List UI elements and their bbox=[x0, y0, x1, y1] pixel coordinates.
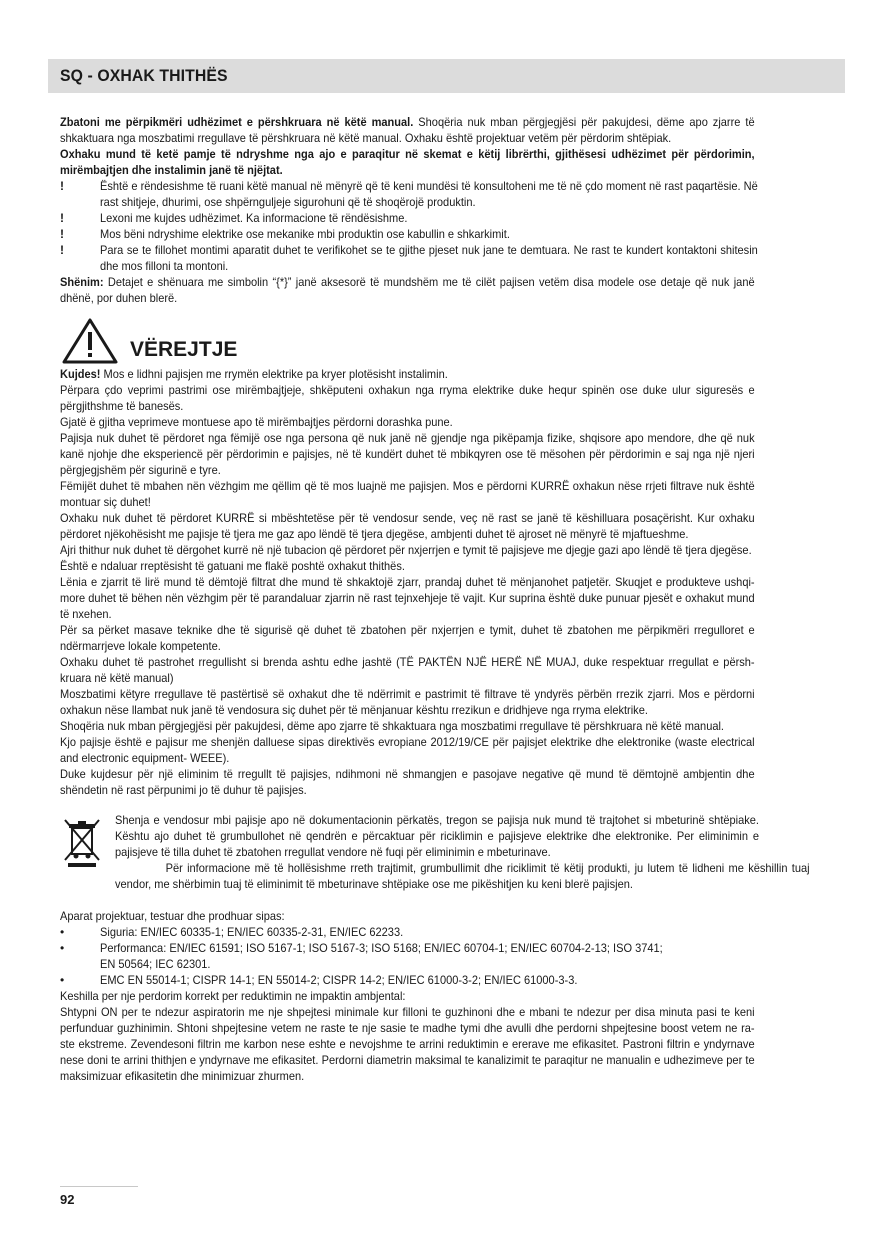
weee-section bbox=[60, 812, 815, 892]
section-header-bar bbox=[48, 59, 845, 93]
warning-header bbox=[60, 316, 815, 366]
note-label: Shënim: bbox=[60, 275, 104, 289]
warning-triangle-icon bbox=[60, 316, 120, 366]
bullet-icon: • bbox=[60, 941, 65, 955]
bullet-icon: • bbox=[60, 973, 65, 987]
bang-item: ! Mos bëni ndryshime elektrike ose mekanike mbi produktin ose kabullin e shkarkimit. bbox=[60, 227, 510, 241]
warning-paragraph: Shoqëria nuk mban përgjegjësi për pakujdesi, dëme apo zjarre të shkaktuara nga moszbatimi rregullave të përshkruara në këtë manual. bbox=[60, 719, 724, 733]
warning-paragraph: Gjatë ë gjitha veprimeve montuese apo të mirëmbajtjes përdorni dorashka pune. bbox=[60, 415, 453, 429]
section-title: SQ - OXHAK THITHËS bbox=[60, 66, 228, 85]
exclamation-icon: ! bbox=[60, 179, 64, 193]
warning-paragraph: Ajri thithur nuk duhet të dërgohet kurrë në një tubacion që përdoret për nxjerrjen e tymit të pajisjeve me djegje gazi apo lëndë të tjera djegëse. bbox=[60, 543, 752, 557]
symbol-note: Shënim: Detajet e shënuara me simbolin “{*}” janë aksesorë të mundshëm me të cilët pajisen vetëm disa modele ose detaje që nuk janë dhënë, por duhen blerë. bbox=[60, 275, 755, 305]
warning-paragraph: Përpara çdo veprimi pastrimi ose mirëmbajtjeje, shkëputeni oxhakun nga rryma elektrike duke hequr spinën ose duke ulur siguresës e përgjithshme të banesës. bbox=[60, 383, 755, 413]
standards-item: • Performanca: EN/IEC 61591; ISO 5167-1; ISO 5167-3; ISO 5168; EN/IEC 60704-1; EN/IEC 60704-2-13; ISO 3741; EN 50564; IEC 62301. bbox=[60, 941, 663, 971]
warning-paragraph: Moszbatimi këtyre rregullave të pastërtisë së oxhakut dhe të ndërrimit e pastrimit të filtrave të yndyrës përbën rrezik zjarri. Mos e përdorni oxhakun nëse llambat nuk janë të vendosura siç duhet për të mënjanuar kështu rrezikun e dridhjeve nga rryma elektrike. bbox=[60, 687, 755, 717]
intro-bold-lead: Zbatoni me përpikmëri udhëzimet e përshkruara në këtë manual. bbox=[60, 115, 414, 129]
warning-paragraph: Duke kujdesur për një eliminim të rregullt të pajisjes, ndihmoni në shmangjen e pasojave negative që mund të dëmtojnë ambjentin dhe shëndetin në rast përpunimi jo të duhur të pajisjes. bbox=[60, 767, 755, 797]
kujdes-paragraph: Kujdes! Mos e lidhni pajisjen me rrymën elektrike pa kryer plotësisht instalimin. bbox=[60, 367, 448, 381]
bang-item: ! Para se te fillohet montimi aparatit duhet te verifikohet se te gjithe pjeset nuk jane te demtuara. Ne rast te kundert kontaktoni shitesin dhe mos filloni ta montoni. bbox=[60, 243, 758, 273]
env-title: Keshilla per nje perdorim korrekt per reduktimin ne impaktin ambjental: bbox=[60, 989, 406, 1003]
exclamation-icon: ! bbox=[60, 211, 64, 225]
exclamation-icon: ! bbox=[60, 227, 64, 241]
warning-paragraph: Oxhaku nuk duhet të përdoret KURRË si mbështetëse për të vendosur sende, veç në rast se janë të këshilluara posaçërisht. Kur oxhaku përdoret njëkohësisht me pajisje të tjera me gaz apo lëndë të tjera djegëse, ambjenti duhet të ajroset në mënyrë të mjaftueshme. bbox=[60, 511, 755, 541]
page-number: 92 bbox=[60, 1192, 75, 1207]
warning-paragraph: Oxhaku duhet të pastrohet rregullisht si brenda ashtu edhe jashtë (TË PAKTËN NJË HERË NË MUAJ, duke respektuar rregullat e përsh-kruara në këtë manual) bbox=[60, 655, 755, 685]
bullet-icon: • bbox=[60, 925, 65, 939]
intro-text: Shoqëria nuk mban përgjegjësi për pakujdesi, dëme apo zjarre të shkaktuara nga moszbatimi rregullave të përshkruara në këtë manual. Oxhaku është projektuar vetëm për përdorim shtëpiak. bbox=[60, 115, 755, 145]
standards-item: • EMC EN 55014-1; CISPR 14-1; EN 55014-2; CISPR 14-2; EN/IEC 61000-3-2; EN/IEC 61000-3-3. bbox=[60, 973, 578, 987]
env-paragraph: Shtypni ON per te ndezur aspiratorin me nje shpejtesi minimale kur filloni te guzhinoni dhe e mbani te ndezur per disa minuta pasi te keni perfunduar guzhinimin. Shtoni shpejtesine vetem ne raste te nje sasie te madhe tymi dhe avulli dhe perdorni shpejtesine boost vetem ne ra-ste ekstreme. Zevendesoni filtrin me karbon nese eshte e nevojshme te arrini reduktimin e ererave me efikasitet. Pastroni filtrin e yndyrnave nese doni te arrini thithjen e yndyrnave me efikasitet. Perdorni diametrin maksimal te kanalizimit te paraqitur ne manualin e udhezimeve per te maksimizuar efikasitetin dhe minimizuar zhurmen. bbox=[60, 1005, 755, 1083]
weee-paragraph: Shenja e vendosur mbi pajisje apo në dokumentacionin përkatës, tregon se pajisja nuk mund të trajtohet si mbeturinë shtëpiake. Kështu ajo duhet të grumbullohet në qendrën e përcaktuar për riciklimin e pajisjeve elektrike dhe elektronike. Per eliminimin e pajisjeve të tilla duhet të zbatohen rregullat vendore në fuqi për eliminimin e mbeturinave. bbox=[115, 813, 759, 859]
intro-paragraph bbox=[60, 114, 815, 146]
warning-paragraph: Fëmijët duhet të mbahen nën vëzhgim me qëllim që të mos luajnë me pajisjen. Mos e përdorni KURRË oxhakun nëse rrjeti filtrave nuk është montuar siç duhet! bbox=[60, 479, 755, 509]
warning-paragraph: Për sa përket masave teknike dhe të sigurisë që duhet të zbatohen për nxjerrjen e tymit, duhet të zbatohen me përpikmëri rregulloret e ndërmarrjeve lokale kompetente. bbox=[60, 623, 755, 653]
standards-intro: Aparat projektuar, testuar dhe prodhuar sipas: bbox=[60, 909, 285, 923]
footer-rule bbox=[60, 1186, 138, 1187]
appearance-note: Oxhaku mund të ketë pamje të ndryshme nga ajo e paraqitur në skemat e këtij librërthi, gjithësesi udhëzimet për përdorimin, mirëmbajtjen dhe instalimin janë të njëjtat. bbox=[60, 147, 755, 177]
document-body bbox=[60, 114, 815, 1084]
warning-paragraph: Kjo pajisje është e pajisur me shenjën dalluese sipas direktivës evropiane 2012/19/CE për pajisjet elektrike dhe elektronike (waste electrical and electronic equipment- WEEE). bbox=[60, 735, 755, 765]
warning-title: VËREJTJE bbox=[130, 338, 238, 361]
warning-paragraph: Pajisja nuk duhet të përdoret nga fëmijë ose nga persona që nuk janë në gjendje nga pikëpamja fizike, shqisore apo mendore, dhe që nuk kanë njohje dhe eksperiencë për përdorimin e pajisjes, në të kundërt duhet të mbikqyren ose të mësohen për përdorimin e saj nga një njeri përgjegjshëm për sigurinë e tyre. bbox=[60, 431, 755, 477]
warning-paragraph: Është e ndaluar rreptësisht të gatuani me flakë poshtë oxhakut thithës. bbox=[60, 559, 405, 573]
crossed-bin-icon bbox=[62, 816, 102, 868]
bang-item: ! Lexoni me kujdes udhëzimet. Ka informacione të rëndësishme. bbox=[60, 211, 408, 225]
exclamation-icon: ! bbox=[60, 243, 64, 257]
weee-info-paragraph: Për informacione më të hollësishme rreth trajtimit, grumbullimit dhe riciklimit të këtij produkti, ju lutem të lidheni me këshillin tuaj vendor, me shërbimin tuaj të eliminimit të mbeturinave shtëpiake ose me pikëshitjen ku keni blerë pajisjen. bbox=[115, 861, 810, 891]
warning-paragraph: Lënia e zjarrit të lirë mund të dëmtojë filtrat dhe mund të shkaktojë zjarr, prandaj duhet të mënjanohet patjetër. Skuqjet e produkteve ushqi-more duhet të bëhen nën vëzhgim për të parandaluar zjarrin në rast tejnxehjeje të vajit. Kur suprina është duke punuar pjesët e oxhakut mund të nxehen. bbox=[60, 575, 755, 621]
standards-item: • Siguria: EN/IEC 60335-1; EN/IEC 60335-2-31, EN/IEC 62233. bbox=[60, 925, 404, 939]
bang-item: ! Është e rëndesishme të ruani këtë manual në mënyrë që të keni mundësi të konsultoheni me të në çdo moment në rast paqartësie. Në rast shitjeje, dhurimi, ose shpërnguljeje sigurohuni që të shoqërojë produktin. bbox=[60, 179, 758, 209]
